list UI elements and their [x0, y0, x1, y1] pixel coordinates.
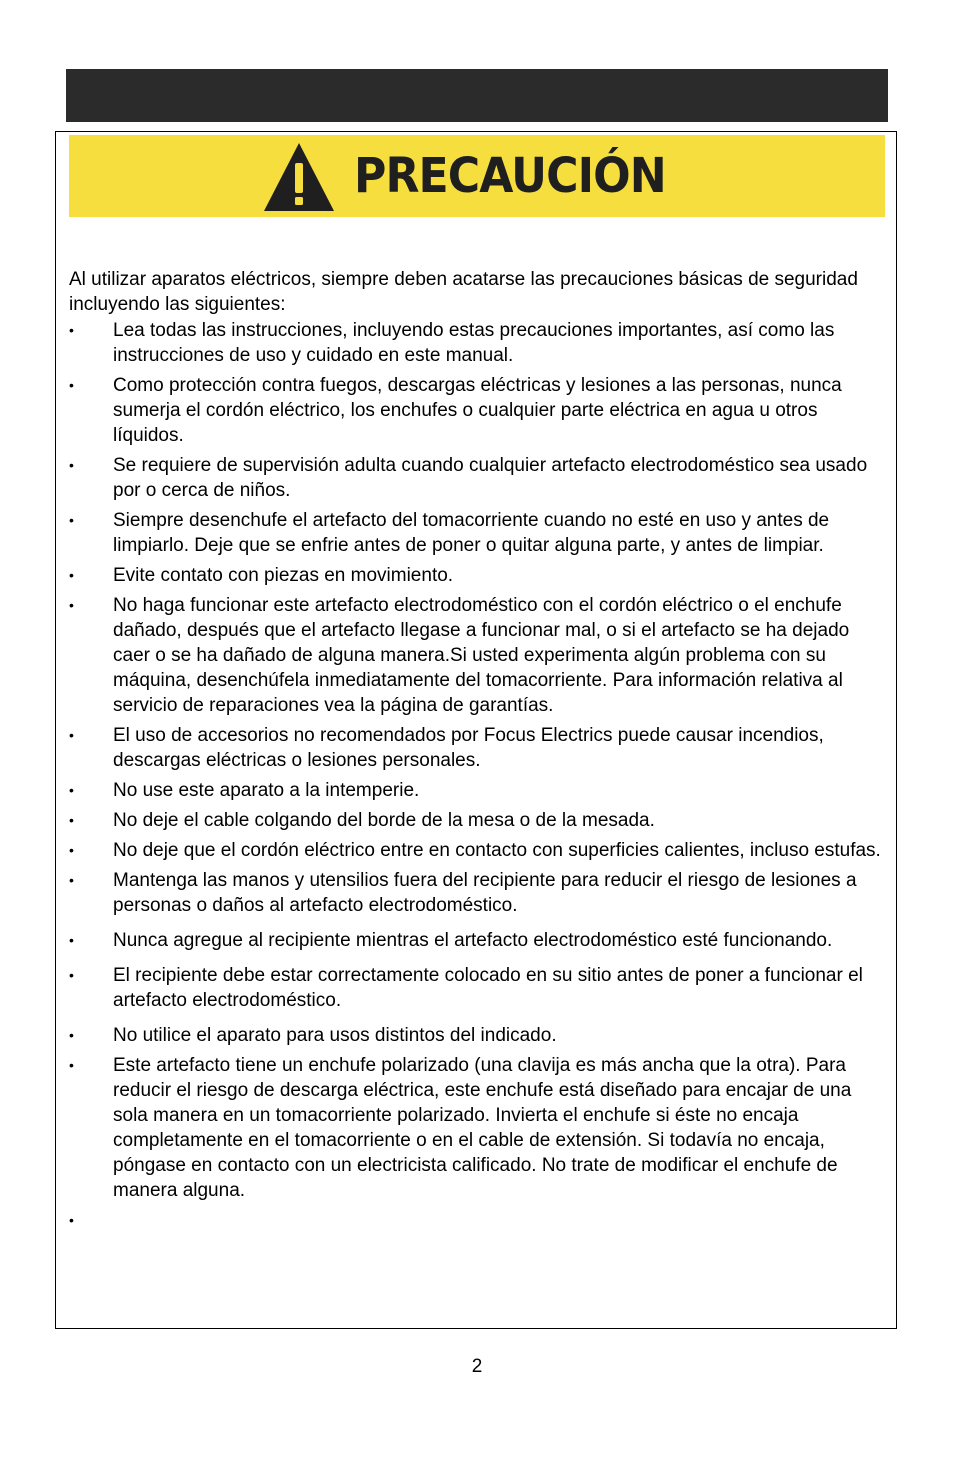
caution-title: PRECAUCIÓN	[353, 148, 666, 204]
bullet: •	[69, 597, 74, 613]
bullet: •	[69, 457, 74, 473]
list-item: • Lea todas las instrucciones, incluyendo estas precauciones importantes, así como las instrucciones de uso y cuidado en este manual.	[69, 320, 835, 366]
page-number: 2	[471, 1356, 483, 1377]
list-item: • No haga funcionar este artefacto electrodoméstico con el cordón eléctrico o el enchufe dañado, después que el artefacto llegase a funcionar mal, o si el artefacto se ha dejado caer o se ha dañado de alguna manera.Si usted experimenta algún problema con su máquina, desenchúfela inmediatamente del tomacorriente. Para información relativa al servicio de reparaciones vea la página de garantías.	[69, 595, 850, 716]
bullet: •	[69, 322, 74, 338]
list-item: • Como protección contra fuegos, descargas eléctricas y lesiones a las personas, nunca sumerja el cordón eléctrico, los enchufes o cualquier parte eléctrica en agua u otros líquidos.	[69, 375, 842, 446]
header-bar	[66, 69, 888, 122]
bullet: •	[69, 1057, 74, 1073]
bullet: •	[69, 932, 74, 948]
list-item: • Se requiere de supervisión adulta cuando cualquier artefacto electrodoméstico sea usado por o cerca de niños.	[69, 455, 868, 501]
bullet: •	[69, 377, 74, 393]
list-item: • No deje el cable colgando del borde de la mesa o de la mesada.	[69, 810, 655, 831]
bullet: •	[69, 512, 74, 528]
bullet: •	[69, 1027, 74, 1043]
bullet: •	[69, 872, 74, 888]
list-item: • Este artefacto tiene un enchufe polarizado (una clavija es más ancha que la otra). Para reducir el riesgo de descarga eléctrica, este enchufe está diseñado para encajar de una sola manera en un tomacorriente polarizado. Invierta el enchufe si éste no encaja completamente en el tomacorriente o en el cable de extensión. Si todavía no encaja, póngase en contacto con un electricista calificado. No trate de modificar el enchufe de manera alguna.	[69, 1055, 852, 1201]
list-item: • El uso de accesorios no recomendados por Focus Electrics puede causar incendios, descargas eléctricas o lesiones personales.	[69, 725, 824, 771]
precaution-list	[69, 318, 889, 1228]
list-item: • Evite contato con piezas en movimiento.	[69, 565, 454, 586]
bullet: •	[69, 1212, 74, 1228]
bullet: •	[69, 727, 74, 743]
bullet: •	[69, 567, 74, 583]
list-item: • No utilice el aparato para usos distintos del indicado.	[69, 1025, 557, 1046]
caution-box	[55, 131, 897, 1329]
list-item: • El recipiente debe estar correctamente colocado en su sitio antes de poner a funcionar el artefacto electrodoméstico.	[69, 965, 863, 1011]
intro-paragraph: Al utilizar aparatos eléctricos, siempre deben acatarse las precauciones básicas de seguridad incluyendo las siguientes:	[69, 269, 858, 315]
bullet: •	[69, 842, 74, 858]
list-item: • Nunca agregue al recipiente mientras el artefacto electrodoméstico esté funcionando.	[69, 930, 833, 951]
list-item: • No deje que el cordón eléctrico entre en contacto con superficies calientes, incluso estufas.	[69, 840, 881, 861]
bullet: •	[69, 812, 74, 828]
bullet: •	[69, 782, 74, 798]
bullet: •	[69, 967, 74, 983]
warning-triangle-icon	[262, 141, 336, 213]
caution-banner	[69, 135, 885, 217]
list-item: • No use este aparato a la intemperie.	[69, 780, 420, 801]
list-item: • Mantenga las manos y utensilios fuera del recipiente para reducir el riesgo de lesiones a personas o daños al artefacto electrodoméstico.	[69, 870, 857, 916]
list-item: • Siempre desenchufe el artefacto del tomacorriente cuando no esté en uso y antes de limpiarlo. Deje que se enfrie antes de poner o quitar alguna parte, y antes de limpiar.	[69, 510, 830, 556]
